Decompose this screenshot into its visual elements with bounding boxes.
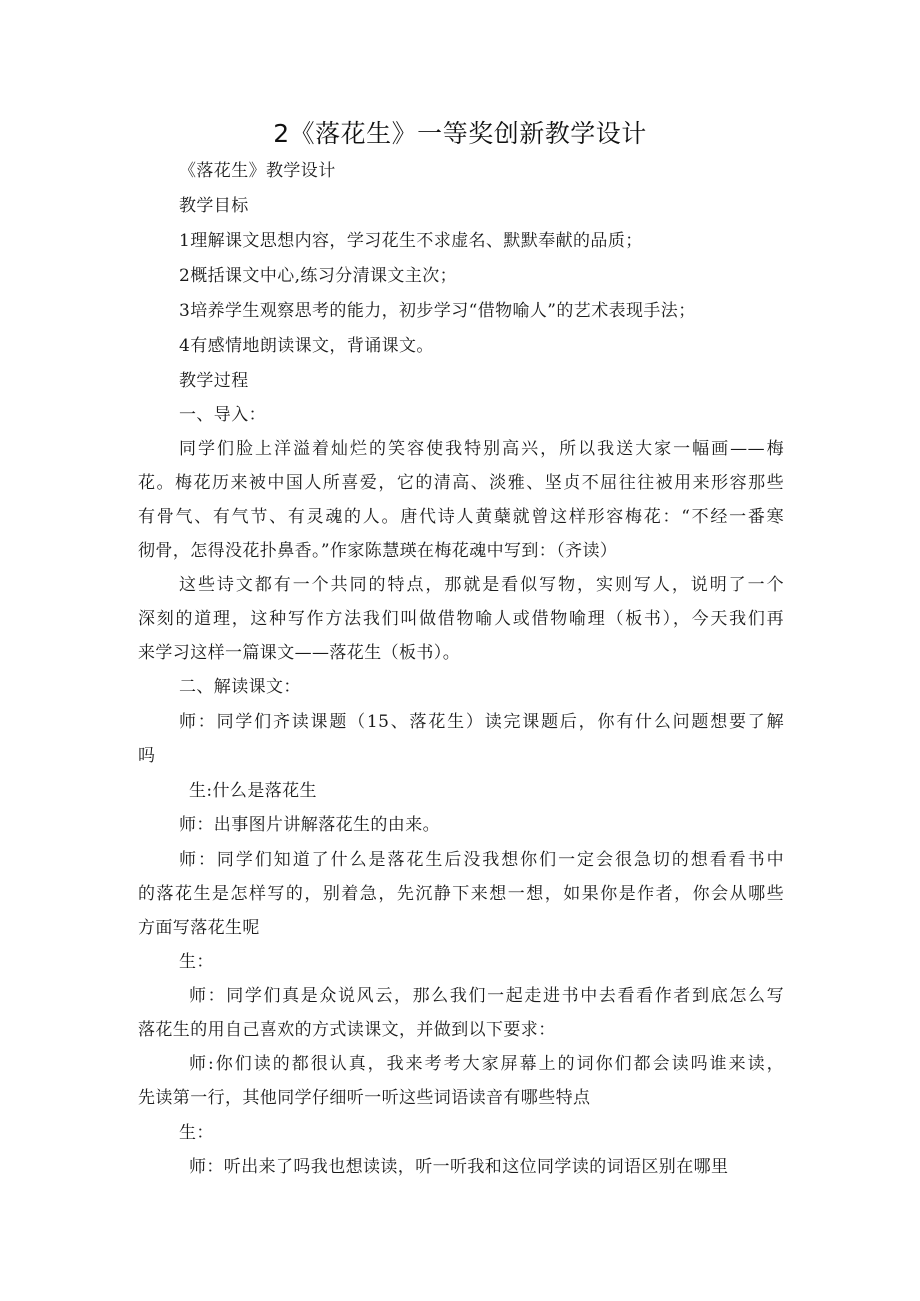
paragraph-line: 师：同学们齐读课题（15、落花生）读完课题后，你有什么问题想要了解 <box>179 712 784 732</box>
subtitle: 《落花生》教学设计 <box>179 161 336 181</box>
goals-heading: 教学目标 <box>179 196 249 216</box>
paragraph-line: 落花生的用自己喜欢的方式读课文，并做到以下要求： <box>138 1020 556 1040</box>
document-title: 2《落花生》一等奖创新教学设计 <box>273 119 647 148</box>
paragraph-line: 同学们脸上洋溢着灿烂的笑容使我特别高兴，所以我送大家一幅画——梅 <box>179 439 784 459</box>
paragraph-line: 的落花生是怎样写的，别着急，先沉静下来想一想，如果你是作者，你会从哪些 <box>138 884 784 904</box>
teacher-line: 师：出事图片讲解落花生的由来。 <box>179 815 440 835</box>
paragraph-line: 来学习这样一篇课文——落花生（板书）。 <box>138 643 461 663</box>
section-heading: 一、导入： <box>179 405 266 425</box>
paragraph-line: 师:你们读的都很认真，我来考考大家屏幕上的词你们都会读吗谁来读， <box>189 1054 784 1074</box>
paragraph-line: 花。梅花历来被中国人所喜爱，它的清高、淡雅、坚贞不屈往往被用来形容那些 <box>138 473 784 493</box>
goal-item: 2概括课文中心,练习分清课文主次； <box>179 266 458 286</box>
student-line: 生： <box>179 952 214 972</box>
goal-item: 4有感情地朗读课文，背诵课文。 <box>179 336 434 356</box>
process-heading: 教学过程 <box>179 371 249 391</box>
student-line: 生： <box>179 1123 214 1143</box>
paragraph-line: 方面写落花生呢 <box>138 918 260 938</box>
goal-item: 3培养学生观察思考的能力，初步学习“借物喻人”的艺术表现手法； <box>179 301 696 321</box>
paragraph-line: 师：同学们真是众说风云，那么我们一起走进书中去看看作者到底怎么写 <box>189 986 784 1006</box>
student-line: 生:什么是落花生 <box>189 781 317 801</box>
paragraph-line: 师：同学们知道了什么是落花生后没我想你们一定会很急切的想看看书中 <box>179 850 784 870</box>
teacher-line: 师：听出来了吗我也想读读，听一听我和这位同学读的词语区别在哪里 <box>189 1157 729 1177</box>
goal-item: 1理解课文思想内容，学习花生不求虚名、默默奉献的品质； <box>179 231 643 251</box>
paragraph-line: 吗 <box>138 746 156 766</box>
paragraph-line: 先读第一行，其他同学仔细听一听这些词语读音有哪些特点 <box>138 1088 591 1108</box>
paragraph-line: 深刻的道理，这种写作方法我们叫做借物喻人或借物喻理（板书），今天我们再 <box>138 609 784 629</box>
section-heading: 二、解读课文： <box>179 677 301 697</box>
paragraph-line: 彻骨，怎得没花扑鼻香。”作家陈慧瑛在梅花魂中写到：（齐读） <box>138 541 618 561</box>
paragraph-line: 有骨气、有气节、有灵魂的人。唐代诗人黄蘖就曾这样形容梅花：“不经一番寒 <box>138 507 784 527</box>
paragraph-line: 这些诗文都有一个共同的特点，那就是看似写物，实则写人，说明了一个 <box>179 575 784 595</box>
